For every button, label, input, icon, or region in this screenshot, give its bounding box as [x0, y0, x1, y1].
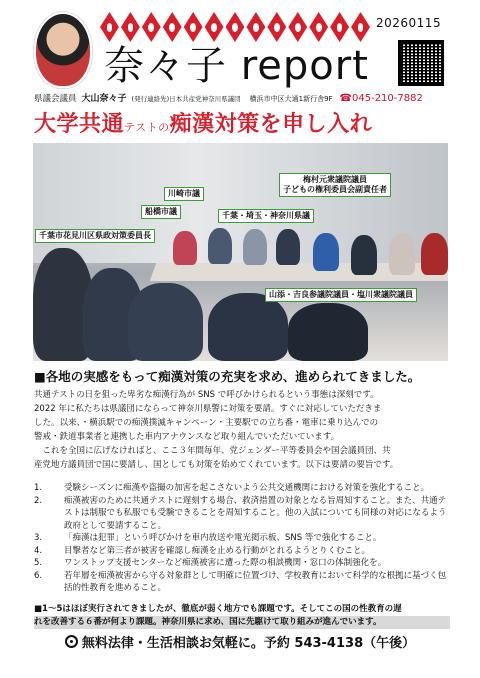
section-heading: ■各地の実感をもって痴漢対策の充実を求め、進められてきました。 — [34, 369, 421, 384]
byline — [34, 93, 450, 105]
caption-funabashi: 船橋市議 — [141, 205, 181, 219]
list-item: 5. ワンストップ支援センターなど痴漢被害に遭った際の相談機関・窓口の体制強化を。 — [34, 558, 387, 568]
caption-kawasaki: 川崎市議 — [164, 187, 204, 201]
issue-date: 20260115 — [376, 16, 442, 30]
paragraph-line: 2022 年に私たちは県議団にならって神奈川県警に対策を要請。すぐに対応していただきま — [34, 404, 382, 414]
consultation-icon — [65, 635, 78, 648]
author-name: 大山奈々子 — [81, 94, 127, 104]
decorative-pattern — [100, 12, 370, 42]
list-item: 2. 痴漢被害のために共通テストに遅刻する場合、救済措置の対象となる旨周知すること。また、共通テストは制服でも私服でも受験できることを周知すること。他の入試についても同様の対応になるよう政府として要請すること。 — [34, 495, 447, 531]
caption-umemura-line1: 梅村元衆議院議員 — [303, 175, 367, 184]
role: 県議会議員 — [34, 94, 77, 104]
list-item: 3. 「痴漢は犯罪」という呼びかけを車内放送や電光掲示板、SNS 等で強化すること。 — [34, 533, 382, 543]
caption-hanamigawa: 千葉市花見川区県政対策委員長 — [35, 229, 155, 243]
paragraph-line: 警戒・鉄道事業者と連携した車内アナウンスなど取り組んでいただいています。 — [34, 432, 340, 442]
paragraph-line: 共通テストの日を狙った卑劣な痴漢行為が SNS で呼びかけられるという事態は深刻です。 — [34, 390, 379, 400]
page-title: 奈々子 report — [104, 43, 369, 89]
list-item: 4. 目撃者など第三者が被害を確認し痴漢を止める行動がとれるようとりくむこと。 — [34, 545, 371, 556]
headline — [34, 111, 454, 142]
summary-note — [34, 603, 450, 629]
phone-number: ☎045-210-7882 — [339, 93, 423, 104]
headline-part1: 大学共通 — [34, 112, 125, 137]
list-item: 6. 若年層を痴漢被害から守る対象群として明確に位置づけ、学校教育において科学的な根拠に基づく包括的性教育を進めること。 — [34, 570, 447, 593]
footer-text: 無料法律・生活相談お気軽に。予約 543-4138（午後） — [81, 636, 416, 651]
caption-chiba: 千葉・埼玉・神奈川県議 — [218, 209, 314, 223]
note-line: ■1～5はほぼ実行されてきましたが、徹底が弱く地方でも課題です。そしてこの国の性教育の遅 — [34, 604, 402, 614]
meeting-photo — [33, 143, 448, 361]
paragraph-line: これを全国に広げなければと、ここ３年間毎年、党ジェンダー平等委員会や国会議員団、共 — [34, 446, 391, 456]
caption-umemura-line2: 子どもの権利委員会副責任者 — [283, 185, 387, 194]
paragraph-line: 産党地方議員団で国に要請し、国としても対策を始めてくれています。以下は要請の要旨です。 — [34, 460, 399, 470]
address: 横浜市中区大通1新行舎9F — [249, 95, 333, 103]
footer — [0, 632, 480, 651]
caption-umemura — [279, 173, 391, 197]
qr-code-icon — [398, 40, 444, 86]
affiliation: (発行連絡先)日本共産党神奈川県議団 — [131, 95, 241, 103]
paragraph-line: した。以来、・横浜駅での痴漢撲滅キャンペーン・主要駅での立ち番・電車に乗り込んでの — [34, 418, 379, 428]
avatar — [34, 12, 92, 88]
headline-small: テストの — [124, 121, 170, 134]
list-item: 1. 受験シーズンに痴漢や盗撮の加害を起こさないよう公共交通機関における対策を強化すること。 — [34, 483, 430, 493]
headline-part2: 痴漢対策を申し入れ — [169, 112, 373, 137]
note-highlight: れを改善する６番が何より課題。神奈川県に求め、国に先駆けて取り組みが進んでいます。 — [34, 616, 450, 629]
request-list — [34, 482, 452, 595]
body-paragraph — [34, 388, 452, 472]
caption-yamazoe: 山添・吉良参議院議員・塩川衆議院議員 — [265, 288, 417, 302]
